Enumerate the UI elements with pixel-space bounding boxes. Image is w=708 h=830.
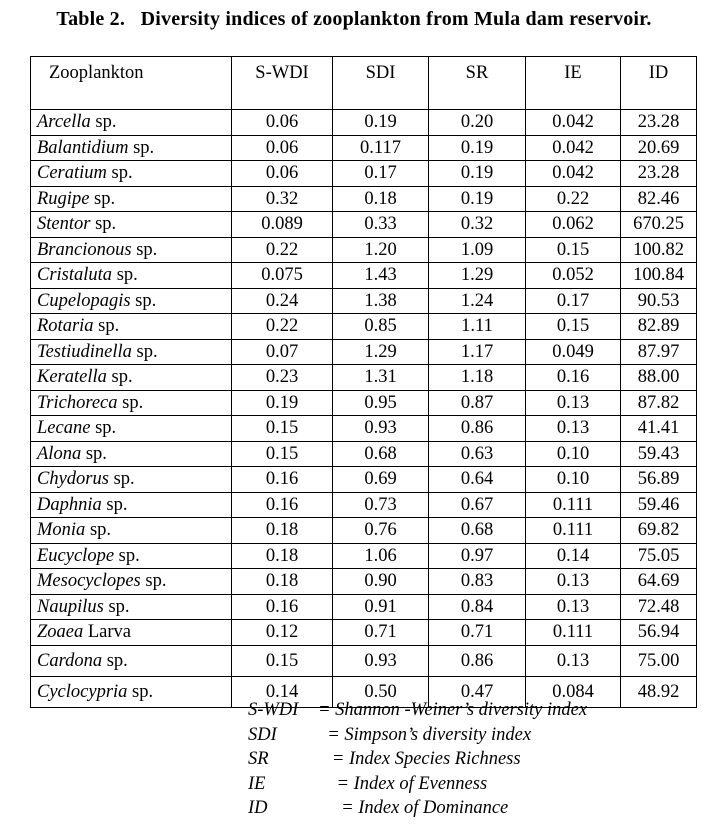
species-cell xyxy=(31,620,232,646)
swdi-cell: 0.12 xyxy=(232,620,333,646)
species-cell xyxy=(31,543,232,569)
species-suffix: sp. xyxy=(90,214,117,235)
genus-name: Cupelopagis xyxy=(37,290,131,311)
ie-cell: 0.15 xyxy=(526,237,621,263)
id-cell: 72.48 xyxy=(621,594,697,620)
swdi-cell: 0.32 xyxy=(232,186,333,212)
species-suffix: sp. xyxy=(81,443,107,464)
swdi-cell: 0.15 xyxy=(232,441,333,467)
swdi-cell: 0.14 xyxy=(232,676,333,707)
species-cell xyxy=(31,569,232,595)
species-cell xyxy=(31,645,232,676)
sdi-cell: 0.18 xyxy=(333,186,429,212)
table-row xyxy=(31,110,697,136)
sr-cell: 0.19 xyxy=(429,161,526,187)
table-row xyxy=(31,212,697,238)
genus-name: Eucyclope xyxy=(37,545,115,566)
sdi-cell: 0.93 xyxy=(333,645,429,676)
legend-definition: = Index of Dominance xyxy=(318,798,509,818)
legend-definition: = Shannon -Weiner’s diversity index xyxy=(318,700,588,720)
species-cell xyxy=(31,467,232,493)
id-cell: 64.69 xyxy=(621,569,697,595)
abbreviation-legend xyxy=(248,698,587,821)
id-cell: 56.94 xyxy=(621,620,697,646)
ie-cell: 0.22 xyxy=(526,186,621,212)
sr-cell: 0.86 xyxy=(429,645,526,676)
table-row xyxy=(31,135,697,161)
ie-cell: 0.084 xyxy=(526,676,621,707)
id-cell: 23.28 xyxy=(621,110,697,136)
swdi-cell: 0.19 xyxy=(232,390,333,416)
ie-cell: 0.10 xyxy=(526,467,621,493)
diversity-table xyxy=(30,56,697,708)
sdi-cell: 1.31 xyxy=(333,365,429,391)
swdi-cell: 0.18 xyxy=(232,569,333,595)
id-cell: 670.25 xyxy=(621,212,697,238)
genus-name: Alona xyxy=(37,443,82,464)
species-suffix: sp. xyxy=(93,316,120,337)
swdi-cell: 0.22 xyxy=(232,237,333,263)
id-cell: 82.89 xyxy=(621,314,697,340)
sdi-cell: 0.117 xyxy=(333,135,429,161)
sr-cell: 0.19 xyxy=(429,135,526,161)
table-row xyxy=(31,237,697,263)
table-row xyxy=(31,263,697,289)
sr-cell: 1.29 xyxy=(429,263,526,289)
species-suffix: sp. xyxy=(108,469,135,490)
species-suffix: sp. xyxy=(131,341,158,362)
id-cell: 75.05 xyxy=(621,543,697,569)
legend-row xyxy=(248,723,587,748)
id-cell: 59.43 xyxy=(621,441,697,467)
sdi-cell: 0.85 xyxy=(333,314,429,340)
sdi-cell: 1.43 xyxy=(333,263,429,289)
species-cell xyxy=(31,161,232,187)
species-suffix: Larva xyxy=(83,622,132,643)
sdi-cell: 1.29 xyxy=(333,339,429,365)
id-cell: 48.92 xyxy=(621,676,697,707)
legend-definition: = Simpson’s diversity index xyxy=(318,724,532,745)
species-cell xyxy=(31,416,232,442)
ie-cell: 0.14 xyxy=(526,543,621,569)
id-cell: 87.97 xyxy=(621,339,697,365)
sdi-cell: 0.33 xyxy=(333,212,429,238)
swdi-cell: 0.24 xyxy=(232,288,333,314)
sr-cell: 0.67 xyxy=(429,492,526,518)
legend-row xyxy=(248,747,587,772)
table-row xyxy=(31,288,697,314)
swdi-cell: 0.22 xyxy=(232,314,333,340)
swdi-cell: 0.18 xyxy=(232,518,333,544)
sr-cell: 1.17 xyxy=(429,339,526,365)
swdi-cell: 0.07 xyxy=(232,339,333,365)
genus-name: Lecane xyxy=(37,418,91,439)
species-suffix: sp. xyxy=(90,418,117,439)
legend-abbr: IE xyxy=(248,773,266,794)
table-row xyxy=(31,543,697,569)
ie-cell: 0.042 xyxy=(526,110,621,136)
species-suffix: sp. xyxy=(140,571,167,592)
table-body xyxy=(31,110,697,708)
species-suffix: sp. xyxy=(131,239,158,260)
swdi-cell: 0.15 xyxy=(232,416,333,442)
sr-cell: 1.11 xyxy=(429,314,526,340)
genus-name: Daphnia xyxy=(37,494,102,515)
table-row xyxy=(31,645,697,676)
ie-cell: 0.13 xyxy=(526,390,621,416)
sr-cell: 0.84 xyxy=(429,594,526,620)
sr-cell: 0.87 xyxy=(429,390,526,416)
swdi-cell: 0.16 xyxy=(232,492,333,518)
ie-cell: 0.062 xyxy=(526,212,621,238)
genus-name: Trichoreca xyxy=(37,392,118,413)
col-header-id: ID xyxy=(621,57,697,110)
swdi-cell: 0.15 xyxy=(232,645,333,676)
table-row xyxy=(31,569,697,595)
table-row xyxy=(31,441,697,467)
species-cell xyxy=(31,365,232,391)
id-cell: 69.82 xyxy=(621,518,697,544)
genus-name: Ceratium xyxy=(37,163,107,184)
ie-cell: 0.042 xyxy=(526,135,621,161)
sdi-cell: 0.71 xyxy=(333,620,429,646)
table-row xyxy=(31,161,697,187)
ie-cell: 0.10 xyxy=(526,441,621,467)
ie-cell: 0.111 xyxy=(526,518,621,544)
ie-cell: 0.17 xyxy=(526,288,621,314)
sr-cell: 0.19 xyxy=(429,186,526,212)
col-header-swdi: S-WDI xyxy=(232,57,333,110)
species-cell xyxy=(31,110,232,136)
genus-name: Cyclocypria xyxy=(37,681,128,702)
sr-cell: 0.47 xyxy=(429,676,526,707)
genus-name: Keratella xyxy=(37,367,107,388)
ie-cell: 0.042 xyxy=(526,161,621,187)
sr-cell: 0.71 xyxy=(429,620,526,646)
table-row xyxy=(31,365,697,391)
col-header-ie: IE xyxy=(526,57,621,110)
id-cell: 41.41 xyxy=(621,416,697,442)
genus-name: Rugipe xyxy=(37,188,90,209)
sdi-cell: 0.90 xyxy=(333,569,429,595)
swdi-cell: 0.18 xyxy=(232,543,333,569)
ie-cell: 0.049 xyxy=(526,339,621,365)
sdi-cell: 0.68 xyxy=(333,441,429,467)
col-header-sdi: SDI xyxy=(333,57,429,110)
legend-row xyxy=(248,796,587,821)
sr-cell: 0.68 xyxy=(429,518,526,544)
species-cell xyxy=(31,288,232,314)
sdi-cell: 0.50 xyxy=(333,676,429,707)
swdi-cell: 0.23 xyxy=(232,365,333,391)
legend-abbr: SDI xyxy=(248,724,277,745)
table-row xyxy=(31,467,697,493)
swdi-cell: 0.06 xyxy=(232,110,333,136)
ie-cell: 0.111 xyxy=(526,492,621,518)
genus-name: Monia xyxy=(37,520,86,541)
sdi-cell: 0.17 xyxy=(333,161,429,187)
swdi-cell: 0.089 xyxy=(232,212,333,238)
species-cell xyxy=(31,339,232,365)
sr-cell: 1.18 xyxy=(429,365,526,391)
header-row xyxy=(31,57,697,110)
table-row xyxy=(31,390,697,416)
ie-cell: 0.13 xyxy=(526,594,621,620)
id-cell: 20.69 xyxy=(621,135,697,161)
sr-cell: 0.32 xyxy=(429,212,526,238)
species-suffix: sp. xyxy=(103,596,130,617)
table-row xyxy=(31,620,697,646)
ie-cell: 0.111 xyxy=(526,620,621,646)
species-cell xyxy=(31,314,232,340)
id-cell: 75.00 xyxy=(621,645,697,676)
id-cell: 90.53 xyxy=(621,288,697,314)
sdi-cell: 0.91 xyxy=(333,594,429,620)
legend-abbr: SR xyxy=(248,749,269,769)
sr-cell: 0.86 xyxy=(429,416,526,442)
genus-name: Cristaluta xyxy=(37,265,113,286)
sr-cell: 0.83 xyxy=(429,569,526,595)
id-cell: 100.84 xyxy=(621,263,697,289)
genus-name: Naupilus xyxy=(37,596,104,617)
ie-cell: 0.13 xyxy=(526,569,621,595)
table-row xyxy=(31,518,697,544)
species-suffix: sp. xyxy=(130,290,157,311)
swdi-cell: 0.16 xyxy=(232,467,333,493)
ie-cell: 0.16 xyxy=(526,365,621,391)
table-row xyxy=(31,492,697,518)
sdi-cell: 0.76 xyxy=(333,518,429,544)
id-cell: 59.46 xyxy=(621,492,697,518)
genus-name: Mesocyclopes xyxy=(37,571,141,592)
genus-name: Stentor xyxy=(37,214,91,235)
id-cell: 82.46 xyxy=(621,186,697,212)
sdi-cell: 1.38 xyxy=(333,288,429,314)
species-suffix: sp. xyxy=(117,392,144,413)
species-cell xyxy=(31,186,232,212)
ie-cell: 0.13 xyxy=(526,416,621,442)
id-cell: 87.82 xyxy=(621,390,697,416)
swdi-cell: 0.075 xyxy=(232,263,333,289)
species-suffix: sp. xyxy=(128,137,155,158)
genus-name: Brancionous xyxy=(37,239,132,260)
legend-row xyxy=(248,698,587,723)
col-header-zooplankton: Zooplankton xyxy=(31,57,232,110)
species-cell xyxy=(31,594,232,620)
species-suffix: sp. xyxy=(106,163,133,184)
species-suffix: sp. xyxy=(127,681,154,702)
sr-cell: 0.20 xyxy=(429,110,526,136)
species-cell xyxy=(31,212,232,238)
table-row xyxy=(31,186,697,212)
table-row xyxy=(31,594,697,620)
swdi-cell: 0.16 xyxy=(232,594,333,620)
ie-cell: 0.13 xyxy=(526,645,621,676)
species-suffix: sp. xyxy=(114,545,140,566)
species-cell xyxy=(31,135,232,161)
sdi-cell: 1.20 xyxy=(333,237,429,263)
genus-name: Cardona xyxy=(37,650,103,671)
legend-definition: = Index of Evenness xyxy=(318,773,488,794)
genus-name: Arcella xyxy=(37,112,91,133)
species-cell xyxy=(31,390,232,416)
species-suffix: sp. xyxy=(101,494,128,515)
sdi-cell: 0.73 xyxy=(333,492,429,518)
species-cell xyxy=(31,237,232,263)
species-cell xyxy=(31,263,232,289)
species-cell xyxy=(31,492,232,518)
ie-cell: 0.15 xyxy=(526,314,621,340)
sdi-cell: 0.69 xyxy=(333,467,429,493)
sr-cell: 0.97 xyxy=(429,543,526,569)
species-suffix: sp. xyxy=(112,265,138,286)
sr-cell: 0.64 xyxy=(429,467,526,493)
sr-cell: 1.09 xyxy=(429,237,526,263)
legend-definition: = Index Species Richness xyxy=(318,749,521,769)
sr-cell: 0.63 xyxy=(429,441,526,467)
species-cell xyxy=(31,676,232,707)
genus-name: Zoaea xyxy=(37,622,84,643)
col-header-sr: SR xyxy=(429,57,526,110)
table-row xyxy=(31,339,697,365)
swdi-cell: 0.06 xyxy=(232,135,333,161)
table-caption: Table 2. Diversity indices of zooplankton from Mula dam reservoir. xyxy=(56,8,652,30)
species-suffix: sp. xyxy=(102,650,128,671)
species-suffix: sp. xyxy=(89,188,116,209)
species-suffix: sp. xyxy=(106,367,133,388)
id-cell: 88.00 xyxy=(621,365,697,391)
species-suffix: sp. xyxy=(90,112,117,133)
sdi-cell: 0.93 xyxy=(333,416,429,442)
id-cell: 23.28 xyxy=(621,161,697,187)
id-cell: 100.82 xyxy=(621,237,697,263)
legend-abbr: ID xyxy=(248,798,268,818)
species-suffix: sp. xyxy=(85,520,112,541)
swdi-cell: 0.06 xyxy=(232,161,333,187)
species-cell xyxy=(31,518,232,544)
genus-name: Balantidium xyxy=(37,137,129,158)
sdi-cell: 0.95 xyxy=(333,390,429,416)
sr-cell: 1.24 xyxy=(429,288,526,314)
table-row xyxy=(31,314,697,340)
legend-row xyxy=(248,772,587,797)
genus-name: Rotaria xyxy=(37,316,94,337)
species-cell xyxy=(31,441,232,467)
sdi-cell: 0.19 xyxy=(333,110,429,136)
legend-abbr: S-WDI xyxy=(248,700,299,720)
sdi-cell: 1.06 xyxy=(333,543,429,569)
genus-name: Testiudinella xyxy=(37,341,132,362)
id-cell: 56.89 xyxy=(621,467,697,493)
ie-cell: 0.052 xyxy=(526,263,621,289)
genus-name: Chydorus xyxy=(37,469,109,490)
table-row xyxy=(31,416,697,442)
